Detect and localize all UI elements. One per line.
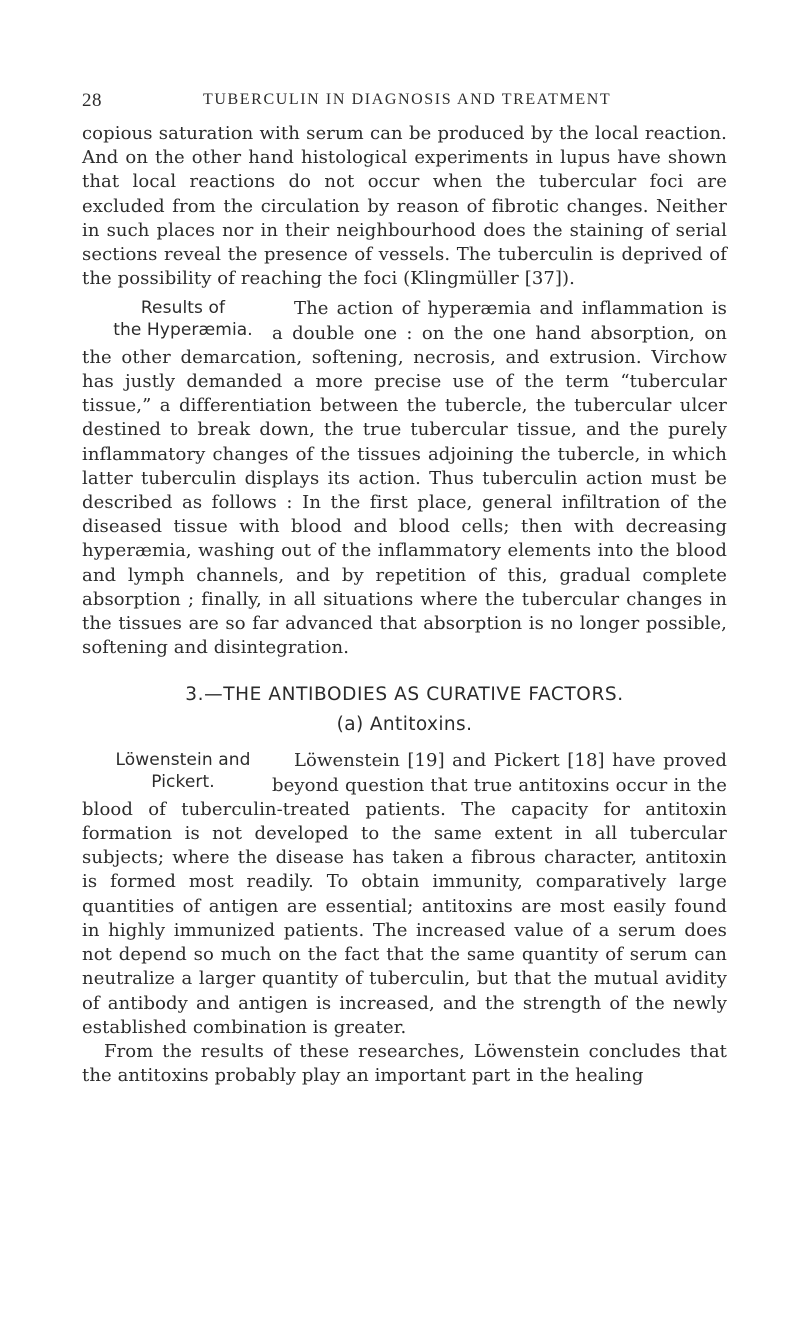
sidenote-line: Pickert. bbox=[151, 772, 215, 793]
section-heading: 3.—THE ANTIBODIES AS CURATIVE FACTORS. bbox=[185, 684, 624, 706]
sidenote-results-of-hyperaemia bbox=[82, 297, 262, 341]
sidenote-line: the Hyperæmia. bbox=[113, 320, 253, 341]
sidenote-line: Löwenstein and bbox=[115, 750, 251, 771]
paragraph-3-block bbox=[82, 749, 727, 1039]
paragraph-4: From the results of these researches, Löwenstein concludes that the antitoxins probably play an important part in the healing bbox=[82, 1040, 727, 1087]
paragraph-1: copious saturation with serum can be produced by the local reaction. And on the other hand histological experiments in lupus have shown that local reactions do not occur when the tubercular foci are excluded from the circulation by reason of fibrotic changes. Neither in such places nor in their neighbourhood does the staining of serial sections reveal the presence of vessels. The tuberculin is deprived of the possibility of reaching the foci (Klingmüller [37]). bbox=[82, 123, 727, 290]
page-number: 28 bbox=[82, 90, 102, 111]
sidenote-lowenstein-pickert bbox=[82, 749, 262, 793]
running-title: TUBERCULIN IN DIAGNOSIS AND TREATMENT bbox=[203, 91, 612, 108]
paragraph-3: Löwenstein [19] and Pickert [18] have proved beyond question that true antitoxins occur in the blood of tuberculin-treated patients. The capacity for antitoxin formation is not developed to the same extent in all tubercular subjects; where the disease has taken a fibrous character, antitoxin is formed most readily. To obtain immunity, comparatively large quantities of antigen are essential; antitoxins are most easily found in highly immunized patients. The increased value of a serum does not depend so much on the fact that the same quantity of serum can neutralize a larger quantity of tuberculin, but that the mutual avidity of antibody and antigen is increased, and the strength of the newly established combination is greater. bbox=[82, 750, 727, 1038]
paragraph-2: The action of hyperæmia and inflammation is a double one : on the one hand absorption, on the other demarcation, softening, necrosis, and extrusion. Virchow has justly demanded a more precise use of the term “tubercular tissue,” a differentiation between the tubercle, the tubercular ulcer destined to break down, the true tubercular tissue, and the purely inflammatory changes of the tissues adjoining the tubercle, in which latter tuberculin displays its action. Thus tuberculin action must be described as follows : In the first place, general infiltration of the diseased tissue with blood and blood cells; then with decreasing hyperæmia, washing out of the inflammatory elements into the blood and lymph channels, and by repetition of this, gradual complete absorption ; finally, in all situations where the tubercular changes in the tissues are so far advanced that absorption is no longer possible, softening and disintegration. bbox=[82, 298, 727, 659]
page-header bbox=[0, 90, 800, 114]
subsection-heading: (a) Antitoxins. bbox=[336, 714, 473, 736]
body-text bbox=[82, 122, 727, 1088]
paragraph-2-block bbox=[82, 297, 727, 660]
sidenote-line: Results of bbox=[140, 298, 226, 319]
